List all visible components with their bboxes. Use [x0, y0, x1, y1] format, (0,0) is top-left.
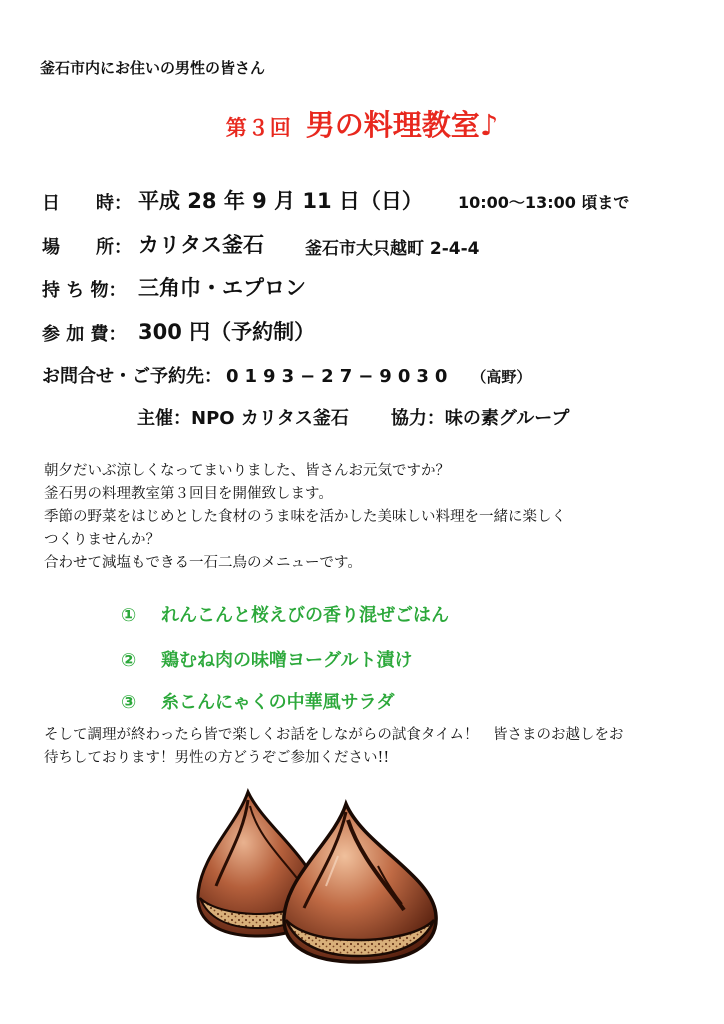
body-line: 釜石男の料理教室第３回目を開催致します。: [44, 486, 333, 502]
contact-phone: 0193−27−9030: [226, 366, 454, 387]
closing-line: 待ちしております！男性の方どうぞご参加ください!!: [44, 750, 390, 766]
date-value: 平成 28 年 9 月 11 日（日）: [138, 189, 423, 213]
body-line: つくりませんか？: [44, 532, 160, 548]
menu-number: ①: [121, 605, 137, 626]
description-paragraph: [44, 460, 684, 575]
body-line: 合わせて減塩もできる一石二鳥のメニューです。: [44, 555, 362, 571]
time-value: 10:00～13:00 頃まで: [458, 193, 630, 212]
contact-name: （高野）: [471, 368, 532, 386]
cooperation-text: 協力：味の素グループ: [390, 408, 570, 429]
menu-item: [121, 601, 449, 627]
menu-item: [121, 688, 394, 714]
title-main: 男の料理教室♪: [305, 108, 499, 142]
menu-number: ②: [121, 650, 137, 671]
chestnut-front: [284, 804, 436, 962]
menu-number: ③: [121, 692, 137, 713]
menu-item: [121, 646, 412, 672]
items-value: 三角巾・エプロン: [138, 276, 306, 300]
title-number: 第３回: [225, 116, 292, 140]
menu-text: 糸こんにゃくの中華風サラダ: [161, 692, 395, 713]
sponsor-line: [137, 404, 569, 430]
chestnuts-illustration: [188, 786, 458, 970]
contact-line: [42, 362, 531, 388]
items-label: 持 ち 物：: [42, 280, 127, 301]
place-value: カリタス釜石: [138, 233, 264, 257]
date-label: 日 時：: [42, 193, 132, 214]
fee-label: 参 加 費：: [42, 324, 127, 345]
organizer-text: 主催：NPO カリタス釜石: [137, 408, 349, 429]
intro-text: 釜石市内にお住いの男性の皆さん: [40, 59, 266, 77]
closing-line: そして調理が終わったら皆で楽しくお話をしながらの試食タイム！ 皆さまのお越しをお: [44, 727, 624, 743]
body-line: 季節の野菜をはじめとした食材のうま味を活かした美味しい料理を一緒に楽しく: [44, 509, 566, 525]
menu-text: れんこんと桜えびの香り混ぜごはん: [161, 605, 449, 626]
place-label: 場 所：: [42, 237, 132, 258]
fee-value: 300 円（予約制）: [138, 320, 316, 344]
menu-text: 鶏むね肉の味噌ヨーグルト漬け: [161, 650, 413, 671]
body-line: 朝夕だいぶ涼しくなってまいりました、皆さんお元気ですか？: [44, 463, 450, 479]
closing-paragraph: [44, 724, 624, 770]
page-title: [0, 103, 724, 144]
contact-label: お問合せ・ご予約先：: [42, 366, 222, 387]
place-address: 釜石市大只越町 2-4-4: [305, 239, 480, 259]
